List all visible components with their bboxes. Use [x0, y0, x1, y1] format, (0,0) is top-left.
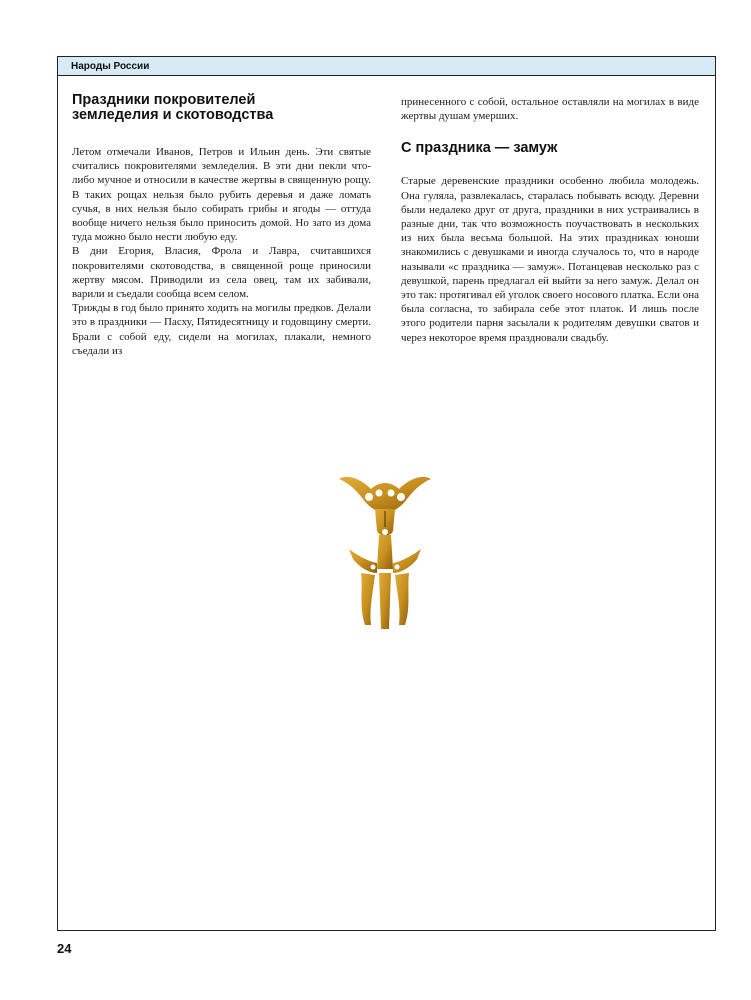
page-frame	[57, 56, 716, 931]
bronze-idol-figure	[335, 469, 435, 634]
left-column	[72, 93, 371, 358]
paragraph-2: В дни Егория, Власия, Фрола и Лавра, считавшихся покровителями скотоводства, в священной роще приносили жертву мясом. Приводили из села овец, там их забивали, варили и съедали сообща всем селом.	[72, 245, 371, 301]
section-heading: С праздника — замуж	[401, 140, 558, 157]
right-column	[401, 95, 699, 345]
page-number: 24	[57, 941, 72, 956]
bronze-idol-figurine-icon	[335, 469, 435, 634]
heading-line-1: Праздники покровителей	[72, 92, 256, 108]
section-header: Народы России	[58, 57, 715, 76]
paragraph-3: Трижды в год было принято ходить на могилы предков. Делали это в праздники — Пасху, Пятидесятницу и годовщину смерти. Брали с собой еду, сидели на могилах, плакали, немного съедали из	[72, 302, 371, 357]
paragraph-1: Летом отмечали Иванов, Петров и Ильин день. Эти святые считались покровителями земледелия. В эти дни пекли что-либо мучное и относили в качестве жертвы в священную рощу. В таких рощах нельзя было рубить деревья и даже ломать сучья, в них нельзя было собирать грибы и ягоды — оттуда вообще ничего нельзя было приносить домой. Но зато из дома туда можно было нести любую еду.	[72, 146, 371, 244]
paragraph-continuation: принесенного с собой, остальное оставляли на могилах в виде жертвы душам умерших.	[401, 96, 699, 123]
paragraph-4: Старые деревенские праздники особенно любила молодежь. Она гуляла, развлекалась, старалась побывать всюду. Деревни были недалеко друг от друга, праздники в них устраивались в разные дни, так что возможность поучаствовать в нескольких из них была весьма большой. На этих праздниках юноши знакомились с девушками и иногда случалось то, что в народе называли «с праздника — замуж». Потанцевав несколько раз с девушкой, парень предлагал ей выйти за него замуж. Делал он это так: протягивал ей уголок своего носового платка. Если она была согласна, то забирала себе этот платок. И лишь после этого родители парня засылали к родителям девушки сватов и через некоторое время праздновали свадьбу.	[401, 175, 699, 344]
heading-line-2: земледелия и скотоводства	[72, 107, 274, 123]
article-heading	[72, 93, 371, 123]
